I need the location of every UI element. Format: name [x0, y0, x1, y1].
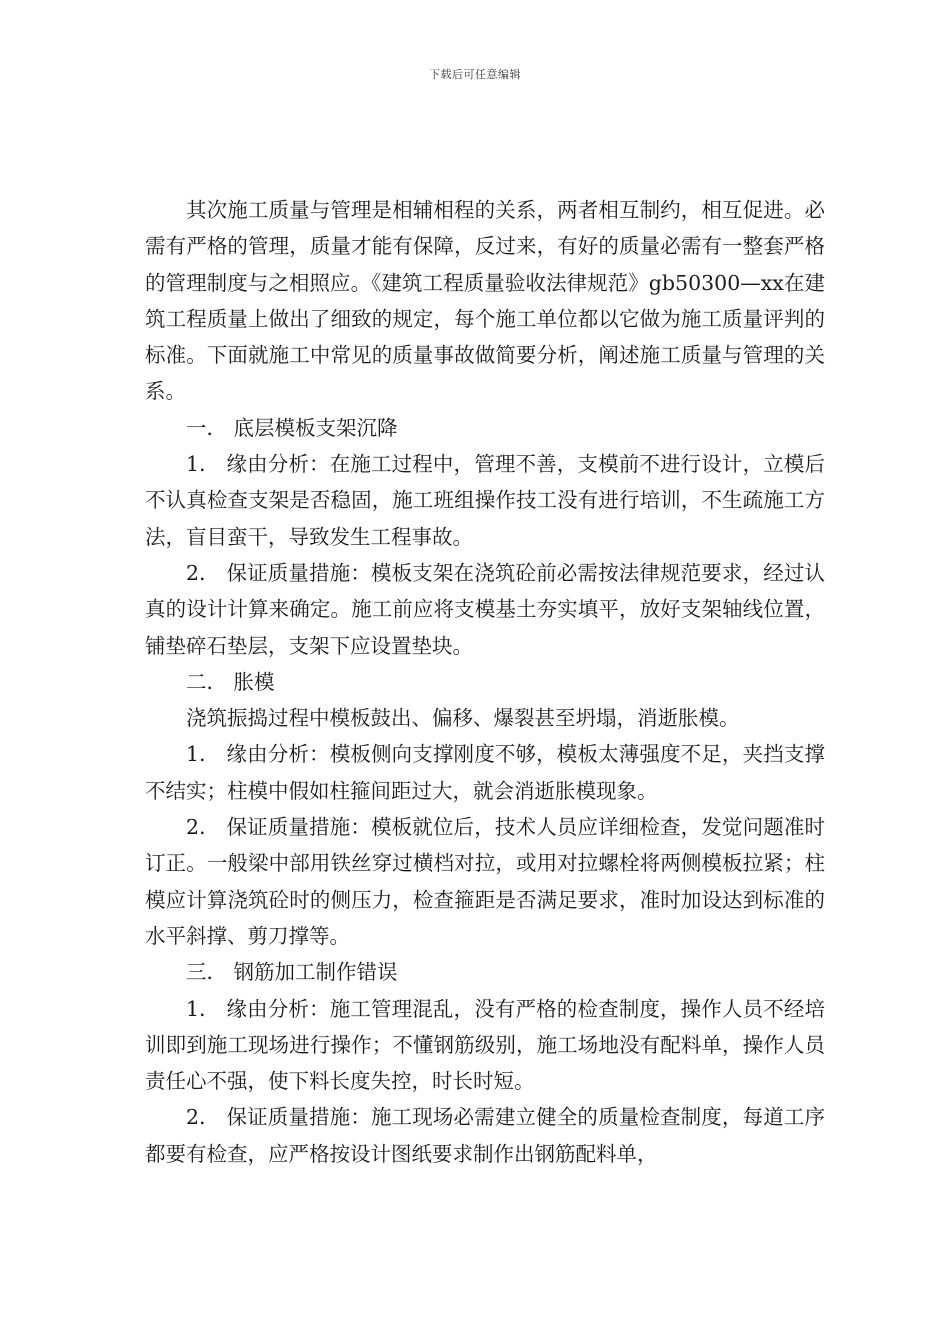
paragraph-intro: 其次施工质量与管理是相辅相程的关系，两者相互制约，相互促进。必需有严格的管理，质量才能有保障，反过来，有好的质量必需有一整套严格的管理制度与之相照应。《建筑工程质量验收法律规范》gb50300—xx在建筑工程质量上做出了细致的规定，每个施工单位都以它做为施工质量评判的标准。下面就施工中常见的质量事故做简要分析，阐述施工质量与管理的关系。 [145, 198, 825, 404]
paragraph-cause-1: 1． 缘由分析：在施工过程中，管理不善，支模前不进行设计，立模后不认真检查支架是否稳固，施工班组操作技工没有进行培训，不生疏施工方法，盲目蛮干，导致发生工程事故。 [145, 452, 825, 549]
section-heading-1: 一． 底层模板支架沉降 [186, 415, 398, 440]
section-heading-2: 二． 胀模 [186, 669, 275, 694]
paragraph-cause-2: 1． 缘由分析：模板侧向支撑刚度不够，模板太薄强度不足，夹挡支撑不结实；柱模中假如柱箍间距过大，就会消逝胀模现象。 [145, 742, 825, 803]
paragraph-description-2: 浇筑振捣过程中模板鼓出、偏移、爆裂甚至坍塌，消逝胀模。 [186, 706, 740, 731]
paragraph-measure-2: 2． 保证质量措施：模板就位后，技术人员应详细检查，发觉问题准时订正。一般梁中部用铁丝穿过横档对拉，或用对拉螺栓将两侧模板拉紧；柱模应计算浇筑砼时的侧压力，检查箍距是否满足要求，准时加设达到标准的水平斜撑、剪刀撑等。 [145, 815, 825, 948]
header-note: 下载后可任意编辑 [429, 68, 521, 81]
paragraph-measure-3: 2． 保证质量措施：施工现场必需建立健全的质量检查制度，每道工序都要有检查，应严格按设计图纸要求制作出钢筋配料单， [145, 1105, 825, 1166]
paragraph-cause-3: 1． 缘由分析：施工管理混乱，没有严格的检查制度，操作人员不经培训即到施工现场进行操作；不懂钢筋级别，施工场地没有配料单，操作人员责任心不强，使下料长度失控，时长时短。 [145, 996, 825, 1094]
paragraph-measure-1: 2． 保证质量措施：模板支架在浇筑砼前必需按法律规范要求，经过认真的设计计算来确定。施工前应将支模基土夯实填平，放好支架轴线位置，铺垫碎石垫层，支架下应设置垫块。 [145, 560, 825, 658]
document-body [145, 192, 825, 1172]
section-heading-3: 三． 钢筋加工制作错误 [186, 960, 398, 985]
